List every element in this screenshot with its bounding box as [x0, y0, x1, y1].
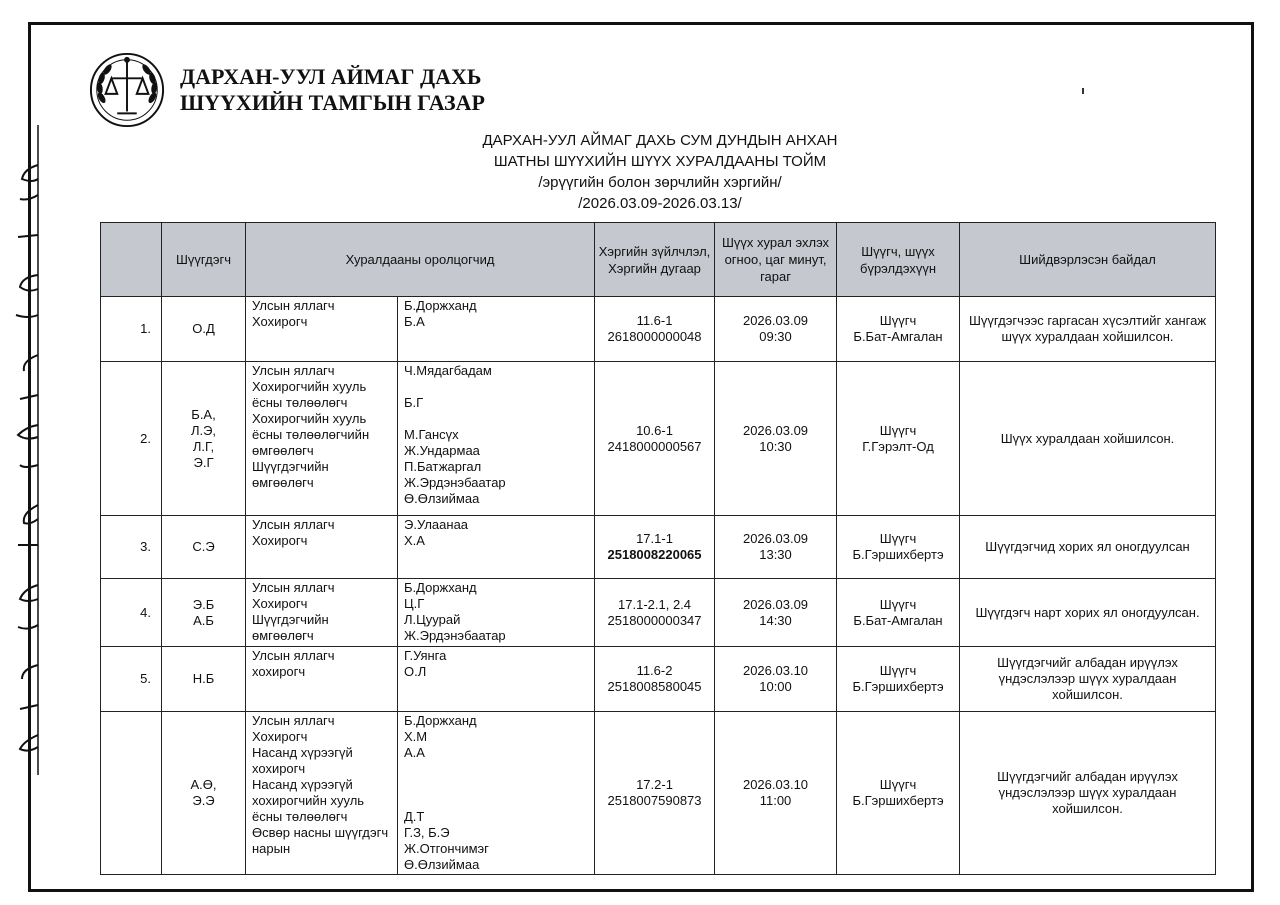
hearing-time: 10:30: [759, 438, 792, 454]
participant-names: Б.Доржханд Б.А: [398, 297, 595, 362]
defendant-cell: Э.Б А.Б: [162, 579, 246, 647]
hearing-time: 11:00: [759, 793, 792, 808]
start-cell: [715, 297, 837, 362]
case-cell: [595, 712, 715, 875]
start-cell: [715, 516, 837, 579]
case-number: 2418000000567: [607, 438, 702, 454]
judge-cell: [837, 647, 960, 712]
judge-cell: [837, 362, 960, 516]
judge-title: Шүүгч: [879, 663, 917, 678]
title-line-4: /2026.03.09-2026.03.13/: [578, 195, 742, 212]
case-number: 2518008580045: [607, 679, 702, 694]
participant-roles: Улсын яллагч хохирогч: [246, 647, 398, 712]
hearing-date: 2026.03.09: [742, 596, 809, 612]
hearing-date: 2026.03.10: [742, 777, 809, 792]
case-article: 17.1-2.1, 2.4: [618, 596, 692, 612]
table-header-row: [101, 223, 1216, 297]
case-cell: [595, 647, 715, 712]
document-title: [400, 130, 920, 214]
table-row: [101, 362, 1216, 516]
margin-vertical-script: [0, 125, 50, 775]
row-number: [101, 712, 162, 875]
header-judge: Шүүгч, шүүх бүрэлдэхүүн: [837, 223, 960, 297]
case-article: 10.6-1: [636, 422, 673, 438]
hearing-schedule-table: [100, 222, 1216, 875]
defendant-cell: Б.А, Л.Э, Л.Г, Э.Г: [162, 362, 246, 516]
hearing-date: 2026.03.09: [742, 531, 809, 546]
scan-mark: [1082, 88, 1084, 94]
case-number: 2518000000347: [607, 612, 702, 628]
defendant-cell: С.Э: [162, 516, 246, 579]
row-number: 4.: [101, 579, 162, 647]
title-line-3: /эрүүгийн болон зөрчлийн хэргийн/: [538, 174, 782, 191]
judge-name: Б.Гэршихбертэ: [852, 793, 944, 808]
hearing-time: 10:00: [759, 679, 792, 694]
case-article: 17.2-1: [636, 777, 673, 792]
judge-cell: [837, 516, 960, 579]
hearing-time: 09:30: [759, 329, 792, 344]
judge-cell: [837, 579, 960, 647]
judge-name: Г.Гэрэлт-Од: [862, 438, 934, 454]
participant-names: Г.Уянга О.Л: [398, 647, 595, 712]
header-case: Хэргийн зүйлчлэл, Хэргийн дугаар: [595, 223, 715, 297]
participant-names: Б.Доржханд Ц.Г Л.Цуурай Ж.Эрдэнэбаатар: [398, 579, 595, 647]
participant-roles: Улсын яллагч Хохирогч: [246, 516, 398, 579]
case-article: 11.6-1: [636, 313, 673, 328]
letterhead: [88, 45, 485, 135]
case-number: 2618000000048: [607, 329, 702, 344]
judge-title: Шүүгч: [879, 596, 917, 612]
table-row: [101, 647, 1216, 712]
organization-name: [180, 64, 485, 116]
decision-cell: Шүүгдэгчийг албадан ирүүлэх үндэслэлээр шүүх хуралдаан хойшилсон.: [960, 647, 1216, 712]
defendant-cell: Н.Б: [162, 647, 246, 712]
decision-cell: Шүүгдэгчид хорих ял оногдуулсан: [960, 516, 1216, 579]
judge-title: Шүүгч: [879, 422, 917, 438]
participant-roles: Улсын яллагч Хохирогч: [246, 297, 398, 362]
table-row: [101, 516, 1216, 579]
title-line-2: ШАТНЫ ШҮҮХИЙН ШҮҮХ ХУРАЛДААНЫ ТОЙМ: [493, 153, 827, 170]
table-row: [101, 297, 1216, 362]
court-emblem-icon: [88, 51, 166, 129]
decision-cell: Шүүгдэгчийг албадан ирүүлэх үндэслэлээр шүүх хуралдаан хойшилсон.: [960, 712, 1216, 875]
participant-names: Э.Улаанаа Х.А: [398, 516, 595, 579]
judge-title: Шүүгч: [879, 777, 917, 792]
org-line-2: ШҮҮХИЙН ТАМГЫН ГАЗАР: [180, 90, 485, 115]
defendant-cell: А.Ө, Э.Э: [162, 712, 246, 875]
decision-cell: Шүүх хуралдаан хойшилсон.: [960, 362, 1216, 516]
hearing-date: 2026.03.09: [742, 422, 809, 438]
case-number: 2518008220065: [607, 547, 702, 562]
header-number: [101, 223, 162, 297]
row-number: 3.: [101, 516, 162, 579]
hearing-date: 2026.03.09: [742, 313, 809, 328]
case-article: 11.6-2: [636, 663, 673, 678]
start-cell: [715, 362, 837, 516]
case-number: 2518007590873: [607, 793, 702, 808]
start-cell: [715, 579, 837, 647]
judge-title: Шүүгч: [879, 313, 917, 328]
decision-cell: Шүүгдэгч нарт хорих ял оногдуулсан.: [960, 579, 1216, 647]
judge-name: Б.Гэршихбертэ: [852, 547, 944, 562]
judge-name: Б.Гэршихбертэ: [852, 679, 944, 694]
case-cell: [595, 579, 715, 647]
judge-cell: [837, 297, 960, 362]
case-cell: [595, 362, 715, 516]
defendant-cell: О.Д: [162, 297, 246, 362]
header-start: Шүүх хурал эхлэх огноо, цаг минут, гараг: [715, 223, 837, 297]
header-participants: Хуралдааны оролцогчид: [246, 223, 595, 297]
table-row: [101, 712, 1216, 875]
decision-cell: Шүүгдэгчээс гаргасан хүсэлтийг хангаж шүүх хуралдаан хойшилсон.: [960, 297, 1216, 362]
row-number: 5.: [101, 647, 162, 712]
start-cell: [715, 647, 837, 712]
hearing-date: 2026.03.10: [742, 663, 809, 678]
table-row: [101, 579, 1216, 647]
participant-names: Б.Доржханд Х.М А.А Д.Т Г.З, Б.Э Ж.Отгончимэг Ө.Өлзиймаа: [398, 712, 595, 875]
judge-cell: [837, 712, 960, 875]
case-cell: [595, 516, 715, 579]
header-defendant: Шүүгдэгч: [162, 223, 246, 297]
participant-roles: Улсын яллагч Хохирогч Насанд хүрээгүй хохирогч Насанд хүрээгүй хохирогчийн хууль ёсны төлөөлөгч Өсвөр насны шүүгдэгч нарын: [246, 712, 398, 875]
case-article: 17.1-1: [636, 531, 673, 546]
start-cell: [715, 712, 837, 875]
row-number: 2.: [101, 362, 162, 516]
case-cell: [595, 297, 715, 362]
hearing-time: 14:30: [759, 612, 792, 628]
participant-roles: Улсын яллагч Хохирогч Шүүгдэгчийн өмгөөлөгч: [246, 579, 398, 647]
hearing-time: 13:30: [759, 547, 792, 562]
row-number: 1.: [101, 297, 162, 362]
org-line-1: ДАРХАН-УУЛ АЙМАГ ДАХЬ: [180, 64, 482, 89]
header-decision: Шийдвэрлэсэн байдал: [960, 223, 1216, 297]
participant-roles: Улсын яллагч Хохирогчийн хууль ёсны төлөөлөгч Хохирогчийн хууль ёсны төлөөлөгчийн өмгөөлөгч Шүүгдэгчийн өмгөөлөгч: [246, 362, 398, 516]
participant-names: Ч.Мядагбадам Б.Г М.Гансүх Ж.Ундармаа П.Батжаргал Ж.Эрдэнэбаатар Ө.Өлзиймаа: [398, 362, 595, 516]
judge-name: Б.Бат-Амгалан: [853, 612, 943, 628]
judge-name: Б.Бат-Амгалан: [853, 329, 943, 344]
judge-title: Шүүгч: [879, 531, 917, 546]
title-line-1: ДАРХАН-УУЛ АЙМАГ ДАХЬ СУМ ДУНДЫН АНХАН: [482, 132, 838, 149]
